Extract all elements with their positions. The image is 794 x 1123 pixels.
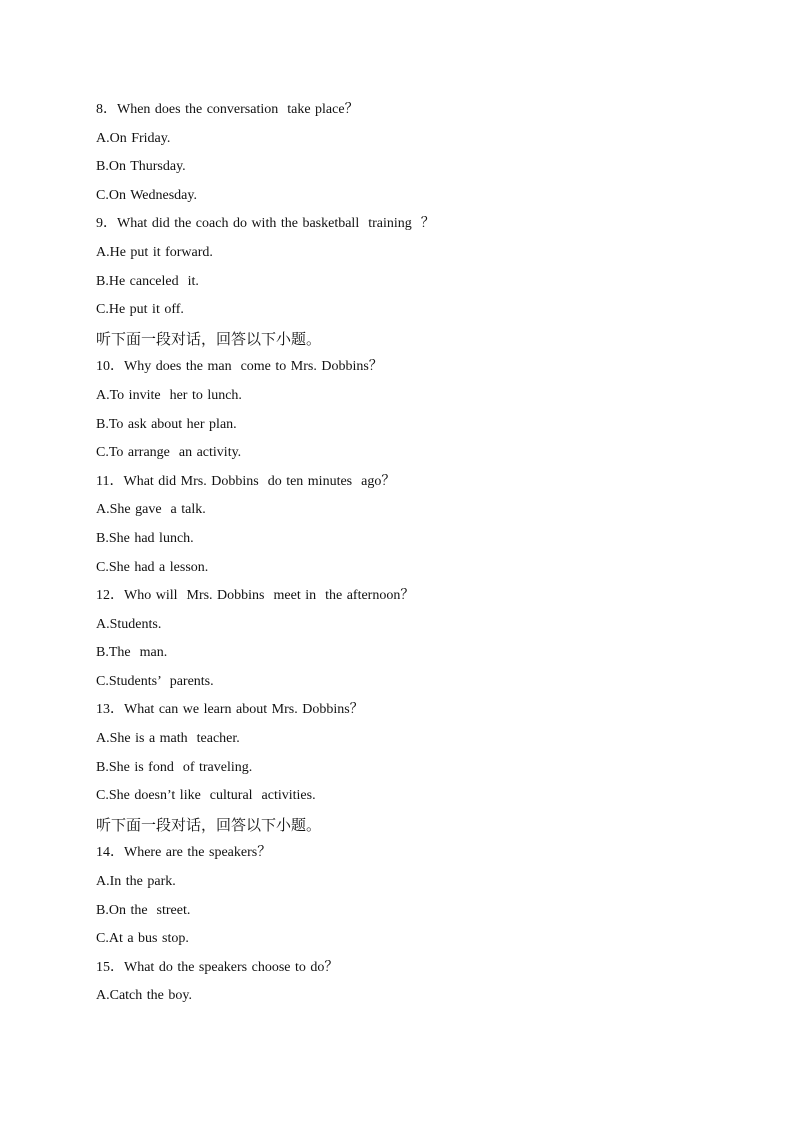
option-14a: A.In the park. bbox=[96, 874, 176, 890]
question-15: 15．What do the speakers choose to do？ bbox=[96, 959, 339, 975]
option-9c: C.He put it off. bbox=[96, 302, 184, 318]
option-8b: B.On Thursday. bbox=[96, 159, 186, 175]
option-11a: A.She gave a talk. bbox=[96, 502, 206, 518]
option-10c: C.To arrange an activity. bbox=[96, 445, 242, 461]
question-14: 14．Where are the speakers？ bbox=[96, 845, 272, 861]
option-8a: A.On Friday. bbox=[96, 130, 171, 146]
option-13c: C.She doesn’t like cultural activities. bbox=[96, 788, 316, 804]
question-11: 11．What did Mrs. Dobbins do ten minutes ago？ bbox=[96, 473, 396, 489]
option-10a: A.To invite her to lunch. bbox=[96, 387, 242, 403]
option-12a: A.Students. bbox=[96, 616, 162, 632]
section-instruction-2: 听下面一段对话，回答以下小题。 bbox=[96, 815, 322, 834]
option-11c: C.She had a lesson. bbox=[96, 559, 209, 575]
option-12b: B.The man. bbox=[96, 645, 168, 661]
option-9a: A.He put it forward. bbox=[96, 244, 213, 260]
question-9: 9．What did the coach do with the basketball training ？ bbox=[96, 216, 435, 232]
option-12c: C.Students’ parents. bbox=[96, 673, 214, 689]
option-15a: A.Catch the boy. bbox=[96, 988, 192, 1004]
section-instruction-1: 听下面一段对话，回答以下小题。 bbox=[96, 329, 322, 348]
option-8c: C.On Wednesday. bbox=[96, 187, 197, 203]
document-page bbox=[96, 96, 716, 1011]
option-13a: A.She is a math teacher. bbox=[96, 731, 240, 747]
option-9b: B.He canceled it. bbox=[96, 273, 199, 289]
question-10: 10．Why does the man come to Mrs. Dobbins？ bbox=[96, 359, 383, 375]
question-12: 12．Who will Mrs. Dobbins meet in the afternoon？ bbox=[96, 588, 415, 604]
option-11b: B.She had lunch. bbox=[96, 530, 194, 546]
question-13: 13．What can we learn about Mrs. Dobbins？ bbox=[96, 702, 364, 718]
option-10b: B.To ask about her plan. bbox=[96, 416, 237, 432]
option-13b: B.She is fond of traveling. bbox=[96, 759, 253, 775]
option-14c: C.At a bus stop. bbox=[96, 931, 189, 947]
question-8: 8．When does the conversation take place？ bbox=[96, 102, 359, 117]
option-14b: B.On the street. bbox=[96, 902, 191, 918]
